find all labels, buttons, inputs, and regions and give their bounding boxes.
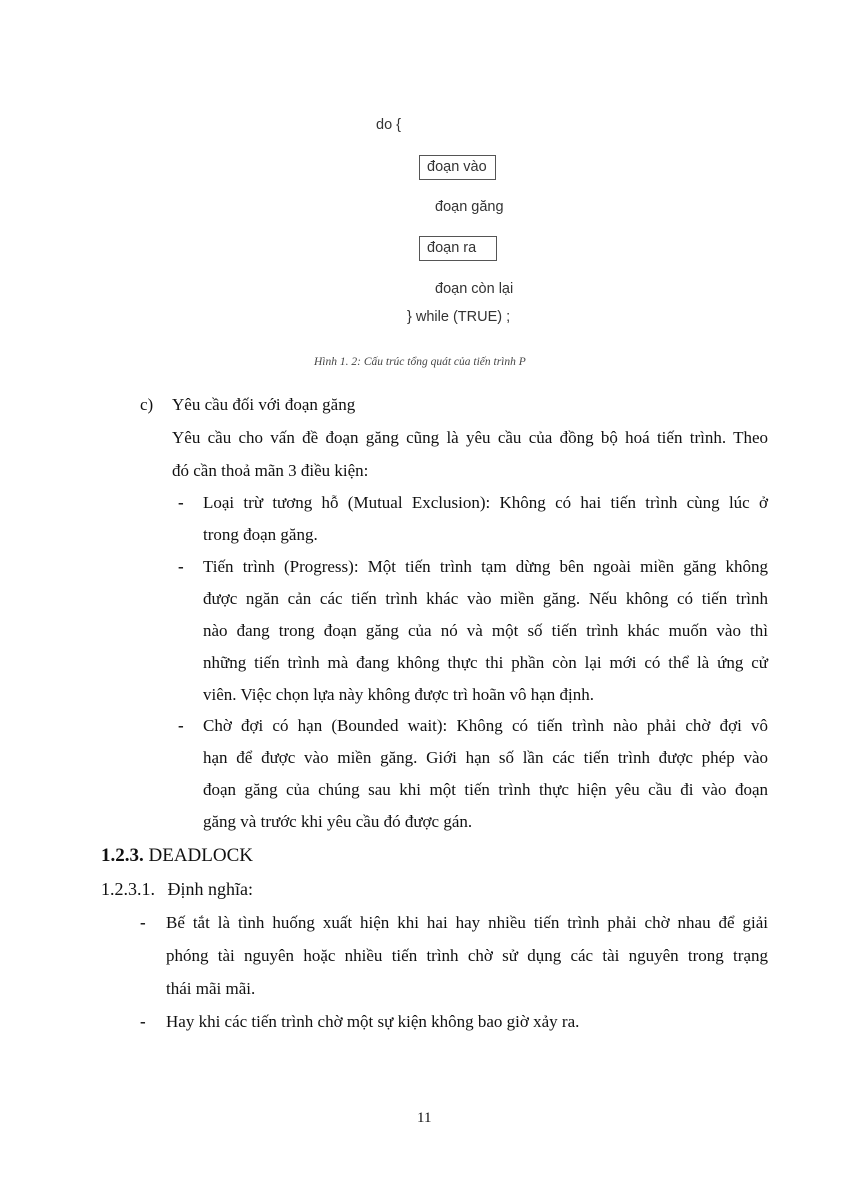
list-item-line: viên. Việc chọn lựa này không được trì hoãn vô hạn định. xyxy=(203,685,595,704)
list-item-line: Loại trừ tương hỗ (Mutual Exclusion): Không có hai tiến trình cùng lúc ở xyxy=(203,493,768,512)
list-bullet-dash: - xyxy=(140,913,146,932)
list-item-line: Chờ đợi có hạn (Bounded wait): Không có tiến trình nào phải chờ đợi vô xyxy=(203,716,768,735)
section-number: 1.2.3. xyxy=(101,845,144,866)
subsection-number: 1.2.3.1. xyxy=(101,879,155,899)
list-item-line: hạn để được vào miền găng. Giới hạn số lần các tiến trình được phép vào xyxy=(203,748,768,767)
entry-section-box: đoạn vào xyxy=(419,155,496,180)
section-c-intro-line: Yêu cầu cho vấn đề đoạn găng cũng là yêu cầu của đồng bộ hoá tiến trình. Theo xyxy=(172,428,768,447)
list-item-line: Hay khi các tiến trình chờ một sự kiện không bao giờ xảy ra. xyxy=(166,1012,580,1031)
list-item-line: những tiến trình mà đang không thực thi phần còn lại mới có thể là ứng cử xyxy=(203,653,768,672)
list-bullet-dash: - xyxy=(178,493,184,512)
page-number: 11 xyxy=(417,1110,432,1126)
list-item-line: được ngăn cản các tiến trình khác vào miền găng. Nếu không có tiến trình xyxy=(203,589,768,608)
code-line-do: do { xyxy=(376,117,401,133)
list-item-line: đoạn găng của chúng sau khi một tiến trình thực hiện yêu cầu đi vào đoạn xyxy=(203,780,768,799)
subsection-heading-definition xyxy=(101,878,253,900)
subsection-title: Định nghĩa: xyxy=(167,879,253,899)
list-item-line: trong đoạn găng. xyxy=(203,525,318,544)
critical-section-label: đoạn găng xyxy=(435,199,504,215)
list-item-line: phóng tài nguyên hoặc nhiều tiến trình chờ sử dụng các tài nguyên trong trạng xyxy=(166,946,768,965)
figure-caption: Hình 1. 2: Cấu trúc tổng quát của tiến trình P xyxy=(314,356,526,368)
section-heading-deadlock xyxy=(101,845,253,867)
section-c-title: Yêu cầu đối với đoạn găng xyxy=(172,395,356,414)
list-bullet-dash: - xyxy=(178,557,184,576)
list-item-line: Tiến trình (Progress): Một tiến trình tạm dừng bên ngoài miền găng không xyxy=(203,557,768,576)
list-bullet-dash: - xyxy=(178,716,184,735)
list-item-line: nào đang trong đoạn găng của nó và một số tiến trình khác muốn vào thì xyxy=(203,621,768,640)
section-c-intro-line: đó cần thoả mãn 3 điều kiện: xyxy=(172,461,369,480)
code-line-while: } while (TRUE) ; xyxy=(407,309,511,325)
list-bullet-dash: - xyxy=(140,1012,146,1031)
list-item-line: Bế tắt là tình huống xuất hiện khi hai hay nhiều tiến trình phải chờ nhau để giải xyxy=(166,913,768,932)
list-item-line: găng và trước khi yêu cầu đó được gán. xyxy=(203,812,473,831)
section-c-marker: c) xyxy=(140,395,154,414)
section-title: DEADLOCK xyxy=(148,845,253,866)
list-item-line: thái mãi mãi. xyxy=(166,979,256,998)
exit-section-box: đoạn ra xyxy=(419,236,497,261)
remainder-section-label: đoạn còn lại xyxy=(435,281,514,297)
